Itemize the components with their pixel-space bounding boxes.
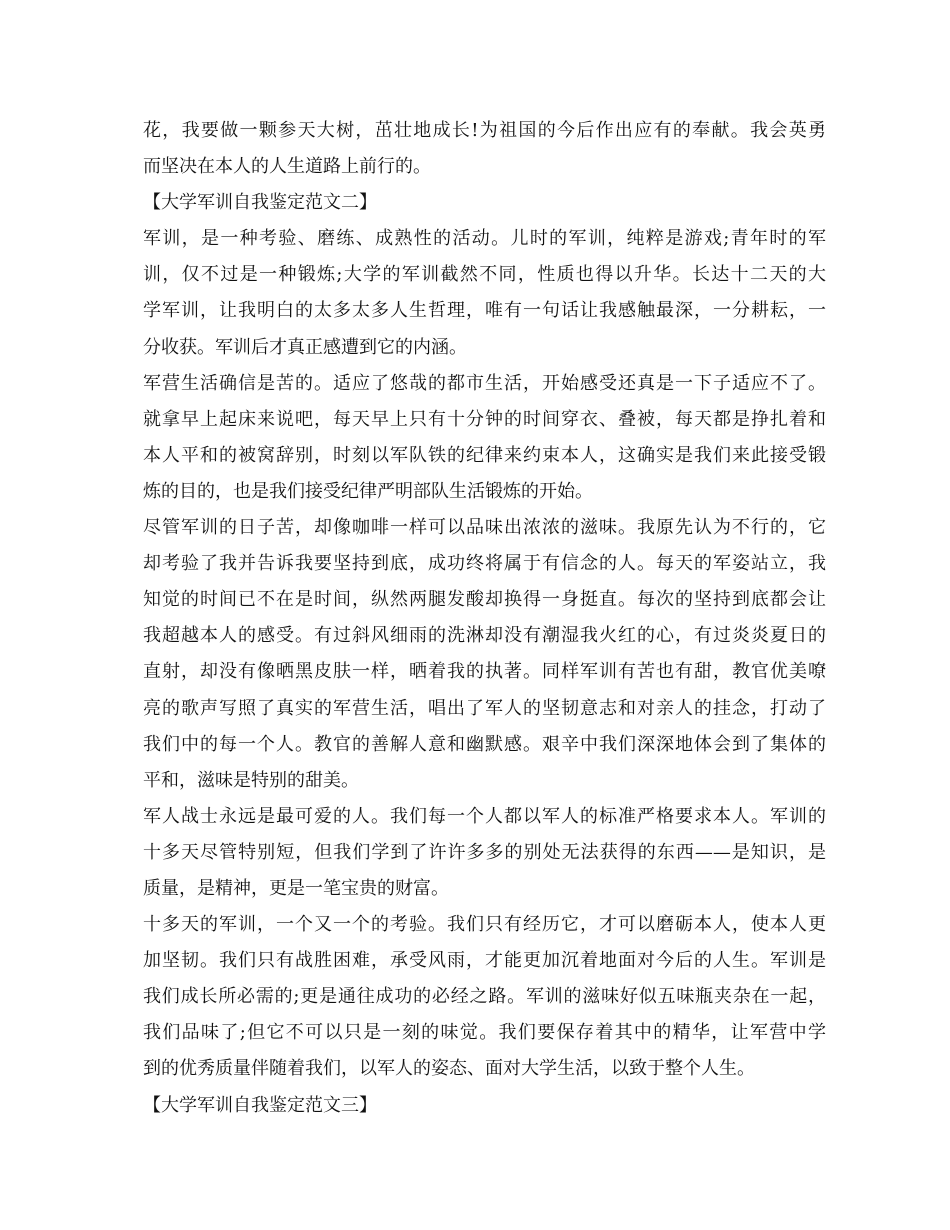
text-line: 军人战士永远是最可爱的人。我们每一个人都以军人的标准严格要求本人。军训的 [143, 805, 826, 827]
text-line: 尽管军训的日子苦，却像咖啡一样可以品味出浓浓的滋味。我原先认为不行的，它 [143, 517, 826, 539]
text-line: 十多天尽管特别短，但我们学到了许许多多的别处无法获得的东西——是知识，是 [143, 841, 826, 863]
text-line: 平和，滋味是特别的甜美。 [143, 769, 359, 791]
text-line: 就拿早上起床来说吧，每天早上只有十分钟的时间穿衣、叠被，每天都是挣扎着和 [143, 408, 826, 430]
text-line: 十多天的军训，一个又一个的考验。我们只有经历它，才可以磨砺本人，使本人更 [143, 914, 826, 936]
text-line: 军训，是一种考验、磨练、成熟性的活动。儿时的军训，纯粹是游戏;青年时的军 [143, 228, 826, 250]
text-line: 亮的歌声写照了真实的军营生活，唱出了军人的坚韧意志和对亲人的挂念，打动了 [143, 697, 826, 719]
text-line: 知觉的时间已不在是时间，纵然两腿发酸却换得一身挺直。每次的坚持到底都会让 [143, 589, 826, 611]
text-line: 学军训，让我明白的太多太多人生哲理，唯有一句话让我感触最深，一分耕耘，一 [143, 300, 826, 322]
text-line: 训，仅不过是一种锻炼;大学的军训截然不同，性质也得以升华。长达十二天的大 [143, 264, 826, 286]
text-line: 分收获。军训后才真正感遭到它的内涵。 [143, 336, 467, 358]
text-line: 而坚决在本人的人生道路上前行的。 [143, 156, 431, 178]
text-line: 直射，却没有像晒黑皮肤一样，晒着我的执著。同样军训有苦也有甜，教官优美嘹 [143, 661, 826, 683]
text-line: 到的优秀质量伴随着我们，以军人的姿态、面对大学生活，以致于整个人生。 [143, 1058, 755, 1080]
text-line: 炼的目的，也是我们接受纪律严明部队生活锻炼的开始。 [143, 480, 593, 502]
text-line: 却考验了我并告诉我要坚持到底，成功终将属于有信念的人。每天的军姿站立，我 [143, 553, 826, 575]
text-line: 质量，是精神，更是一笔宝贵的财富。 [143, 877, 449, 899]
text-line: 加坚韧。我们只有战胜困难，承受风雨，才能更加沉着地面对今后的人生。军训是 [143, 950, 826, 972]
text-line: 我们成长所必需的;更是通往成功的必经之路。军训的滋味好似五味瓶夹杂在一起， [143, 986, 826, 1008]
text-line: 我们品味了;但它不可以只是一刻的味觉。我们要保存着其中的精华，让军营中学 [143, 1022, 826, 1044]
text-line: 花，我要做一颗参天大树，茁壮地成长!为祖国的今后作出应有的奉献。我会英勇 [143, 120, 826, 141]
text-line: 我们中的每一个人。教官的善解人意和幽默感。艰辛中我们深深地体会到了集体的 [143, 733, 826, 755]
section-heading: 【大学军训自我鉴定范文二】 [143, 192, 377, 214]
document-body [143, 113, 826, 1124]
text-line: 军营生活确信是苦的。适应了悠哉的都市生活，开始感受还真是一下子适应不了。 [143, 372, 826, 394]
section-heading: 【大学军训自我鉴定范文三】 [143, 1094, 377, 1116]
text-line: 我超越本人的感受。有过斜风细雨的洗淋却没有潮湿我火红的心，有过炎炎夏日的 [143, 625, 826, 647]
text-line: 本人平和的被窝辞别，时刻以军队铁的纪律来约束本人，这确实是我们来此接受锻 [143, 444, 826, 466]
